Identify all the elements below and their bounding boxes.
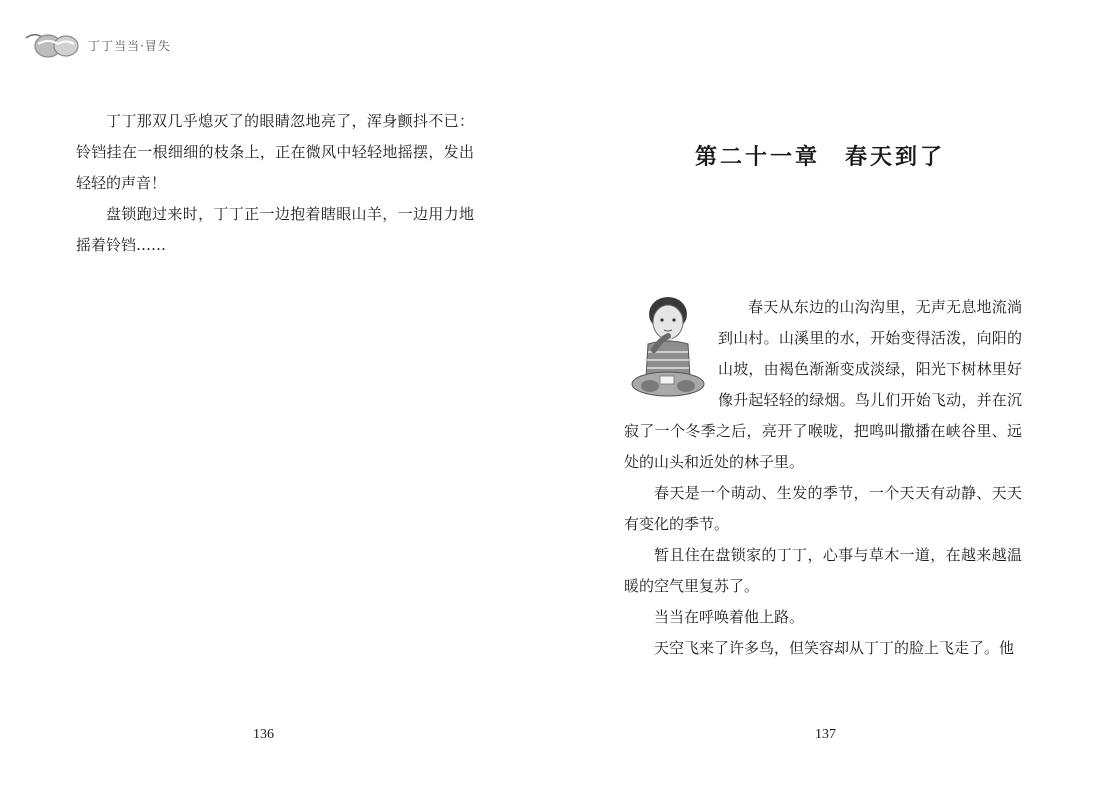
paragraph: 丁丁那双几乎熄灭了的眼睛忽地亮了，浑身颤抖不已：铃铛挂在一根细细的枝条上，正在微风中轻轻地摇摆，发出轻轻的声音！ [76,112,474,192]
right-page-body [624,292,1022,664]
left-page-body [76,106,474,261]
paragraph: 天空飞来了许多鸟，但笑容却从丁丁的脸上飞走了。他 [654,639,1015,657]
paragraph: 暂且住在盘锁家的丁丁，心事与草木一道，在越来越温暖的空气里复苏了。 [624,546,1022,595]
page-number-right: 137 [815,727,836,742]
paragraph: 盘锁跑过来时，丁丁正一边抱着瞎眼山羊，一边用力地摇着铃铛…… [76,205,474,254]
running-header [24,28,171,62]
page-number-left: 136 [253,727,274,742]
paragraph: 春天从东边的山沟沟里，无声无息地流淌到山村。山溪里的水，开始变得活泼，向阳的山坡，由褐色渐渐变成淡绿，阳光下树林里好像升起轻轻的绿烟。鸟儿们开始飞动，并在沉寂了一个冬季之后，亮开了喉咙，把鸣叫撒播在峡谷里、远处的山头和近处的林子里。 [624,298,1022,471]
chapter-title: 第二十一章 春天到了 [694,144,945,170]
paragraph: 当当在呼唤着他上路。 [654,608,805,626]
series-title: 丁丁当当·冒失 [88,38,171,53]
paragraph: 春天是一个萌动、生发的季节，一个天天有动静、天天有变化的季节。 [624,484,1022,533]
boy-illustration-icon [624,292,712,404]
series-logo-icon [24,28,82,62]
